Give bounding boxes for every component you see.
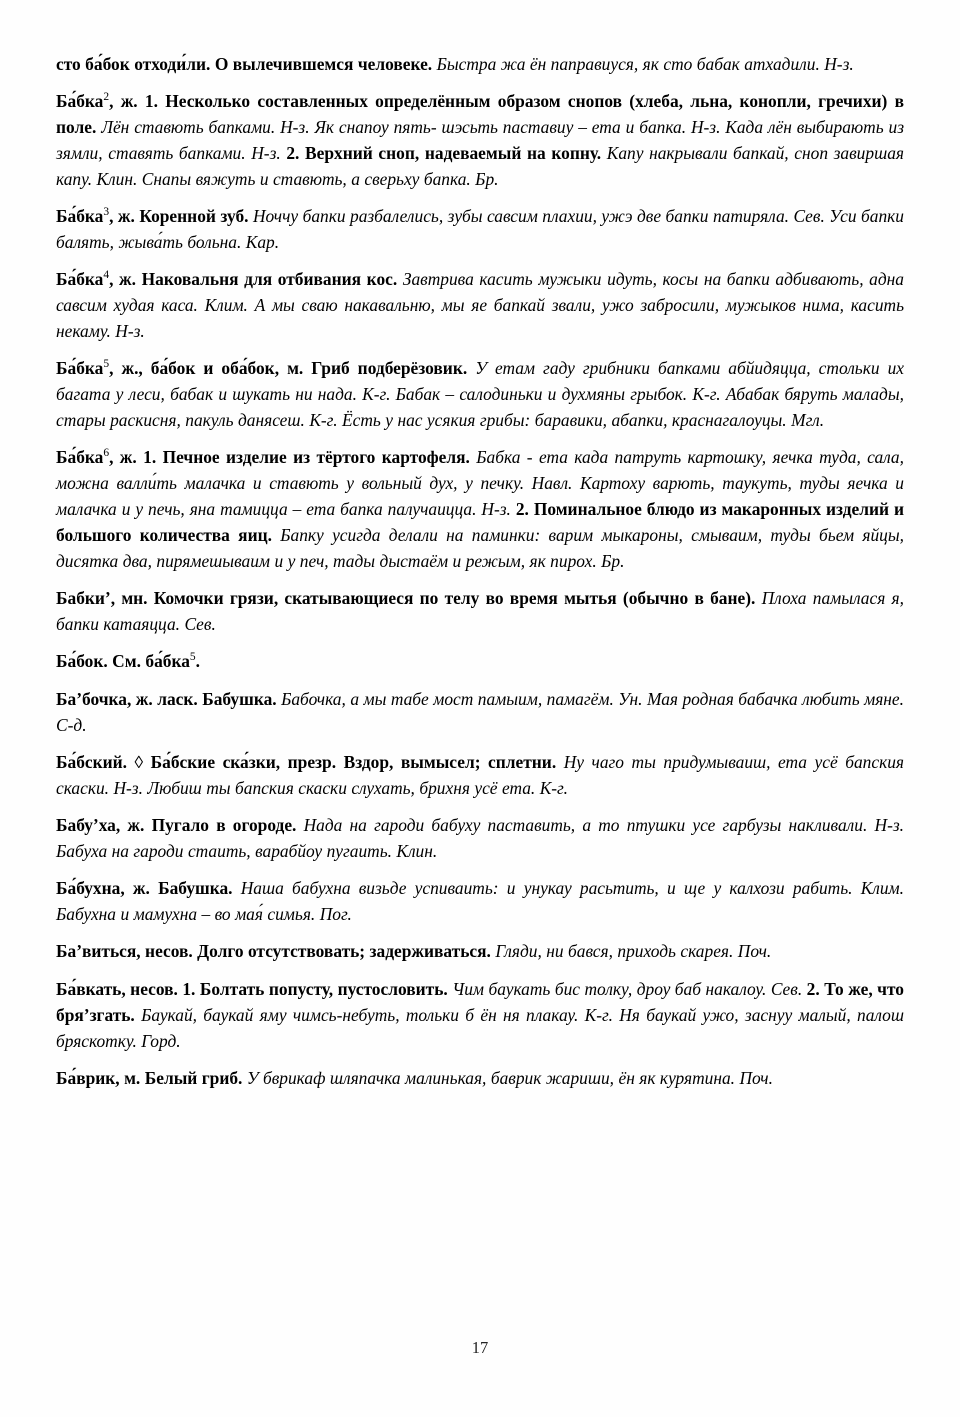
headword-definition: Ба́бухна, ж. Бабушка. <box>56 878 241 899</box>
usage-example: Бабочка, а мы табе мост памыим, памагём. Ун. Мая родная бабачка любить мяне. С-д. <box>56 688 904 735</box>
headword-definition: Ба́бский. ◊ Ба́бские ска́зки, презр. Вздор, вымысел; сплетни. <box>56 751 564 772</box>
headword-definition: , ж. 1. Несколько составленных определённым образом снопов (хлеба, льна, конопли, гречихи) в поле. <box>56 91 904 138</box>
homonym-number: 2 <box>103 91 110 104</box>
usage-example: У бврикаф шляпачка малинькая, баврик жариши, ён як курятина. Поч. <box>246 1067 773 1088</box>
dictionary-entry <box>56 813 904 865</box>
usage-example: Ну чаго ты придумываиш, ета усё бапския скаски. Н-з. Любиш ты бапския скаски слухать, брихня усё ета. К-г. <box>56 751 904 798</box>
homonym-number: 4 <box>103 269 110 282</box>
headword-definition: сто ба́бок отходи́ли. О вылечившемся человеке. <box>56 54 437 74</box>
homonym-number: 6 <box>103 447 110 460</box>
dictionary-entry <box>56 649 904 675</box>
usage-example: Нада на гароди бабуху паставить, а то птушки усе гарбузы накливали. Н-з. Бабуха на гароди стаить, варабйоу пугаить. Клин. <box>56 815 904 861</box>
usage-example: Бабка - ета када патруть картошку, яечка туда, сала, можна валли́ть малачка и ставють у вольный дух, у печку. Навл. Картоху варють, таукуть, туды яечка и малачка и у печь, яна тамицца – ета бапка палучаицца. Н-з. <box>56 447 904 520</box>
headword-definition: . <box>195 651 201 672</box>
usage-example: Баукай, баукай яму чимсь-небуть, тольки б ён ня плакау. К-г. Ня баукай ужо, заснуу малый, палош бряскотку. Горд. <box>56 1004 905 1051</box>
headword-definition: , ж. Наковальня для отбивания кос. <box>109 269 403 290</box>
dictionary-entry <box>56 876 904 928</box>
headword-definition: Ба́бок. См. ба́бка <box>56 651 190 672</box>
headword-definition: Ба́бка <box>56 206 104 227</box>
usage-example: Завтрива касить мужыки идуть, косы на бапки адбивають, адна савсим худая каса. Клим. А мы сваю накавальню, мы яе бапкай звали, ужо забросили, мужыков нима, касить некаму. Н-з. <box>56 269 904 342</box>
usage-example: Быстра жа ён паправиуся, як сто бабак атхадили. Н-з. <box>436 54 854 74</box>
headword-definition: 2. То же, что бря’згать. <box>56 978 905 1025</box>
usage-example: Гляди, ни бався, приходь скарея. Поч. <box>495 941 772 962</box>
entries-column <box>56 52 904 1092</box>
headword-definition: Ба́бка <box>56 91 104 112</box>
dictionary-entry <box>56 687 904 739</box>
homonym-number: 5 <box>103 358 110 371</box>
dictionary-entry <box>56 939 904 965</box>
headword-definition: Ба́бка <box>56 269 104 290</box>
usage-example: Лён ставють бапками. Н-з. Як снапоу пять- шэсьть паставиу – ета и бапка. Н-з. Када лён выбирають из зямли, ставять бапками. Н-з. <box>56 117 904 164</box>
headword-definition: Ба́бка <box>56 447 104 468</box>
dictionary-entry <box>56 52 904 78</box>
homonym-number: 5 <box>189 651 196 664</box>
page-number: 17 <box>471 1338 489 1357</box>
usage-example: Бапку усигда делали на паминки: варим мыкароны, смываим, туды бьем яйцы, дисятка два, пирямешываим и у печ, тады дыстаём и режым, як пирох. Бр. <box>56 525 904 571</box>
headword-definition: Бабу’ха, ж. Пугало в огороде. <box>56 815 304 836</box>
dictionary-entry <box>56 89 904 192</box>
headword-definition: 2. Поминальное блюдо из макаронных изделий и большого количества яиц. <box>56 499 904 545</box>
dictionary-entry <box>56 977 904 1055</box>
usage-example: Плоха памылася я, бапки катаяцца. Сев. <box>56 588 904 635</box>
usage-example: Капу накрывали бапкай, сноп завиршая капу. Клин. Снапы вяжуть и ставють, а сверьху бапка. Бр. <box>56 143 904 189</box>
headword-definition: Ба’виться, несов. Долго отсутствовать; задерживаться. <box>56 941 496 962</box>
dictionary-entry <box>56 1066 904 1092</box>
headword-definition: Бабки’, мн. Комочки грязи, скатывающиеся по телу во время мытья (обычно в бане). <box>56 588 762 609</box>
headword-definition: Ба’бочка, ж. ласк. Бабушка. <box>56 688 282 709</box>
headword-definition: , ж., ба́бок и оба́бок, м. Гриб подберёзовик. <box>109 358 476 379</box>
usage-example: Чим баукать бис толку, дроу баб накалоу. Сев. <box>452 978 807 999</box>
dictionary-entry <box>56 267 904 345</box>
dictionary-entry <box>56 445 904 574</box>
usage-example: Ноччу бапки разбалелись, зубы савсим плахии, ужэ две бапки патиряла. Сев. Уси бапки балять, жыва́ть больна. Кар. <box>56 206 905 253</box>
dictionary-entry <box>56 750 904 802</box>
headword-definition: Ба́вкать, несов. 1. Болтать попусту, пустословить. <box>56 978 453 999</box>
usage-example: Наша бабухна визьде успиваить: и унукау расьтить, и ще у калхози рабить. Клим. Бабухна и мамухна – во мая́ симья. Пог. <box>56 878 904 925</box>
dictionary-entry <box>56 204 904 256</box>
homonym-number: 3 <box>103 206 110 219</box>
dictionary-entry <box>56 586 904 638</box>
dictionary-entry <box>56 356 904 434</box>
headword-definition: , ж. 1. Печное изделие из тёртого картофеля. <box>109 447 477 468</box>
headword-definition: Ба́врик, м. Белый гриб. <box>56 1067 247 1088</box>
headword-definition: , ж. Коренной зуб. <box>109 206 253 227</box>
headword-definition: 2. Верхний сноп, надеваемый на копну. <box>286 143 607 164</box>
headword-definition: Ба́бка <box>56 358 104 379</box>
usage-example: У етам гаду грибники бапками абйидяцца, стольки их багата у леси, бабак и шукать ни нада. К-г. Бабак – салодиньки и духмяны грыбок. К-г. Абабак бяруть малады, стары раскисня, пакуль данясеш. К-г. Ёсть у нас усякия грибы: баравики, абапки, краснагалоуцы. Мгл. <box>56 358 904 431</box>
